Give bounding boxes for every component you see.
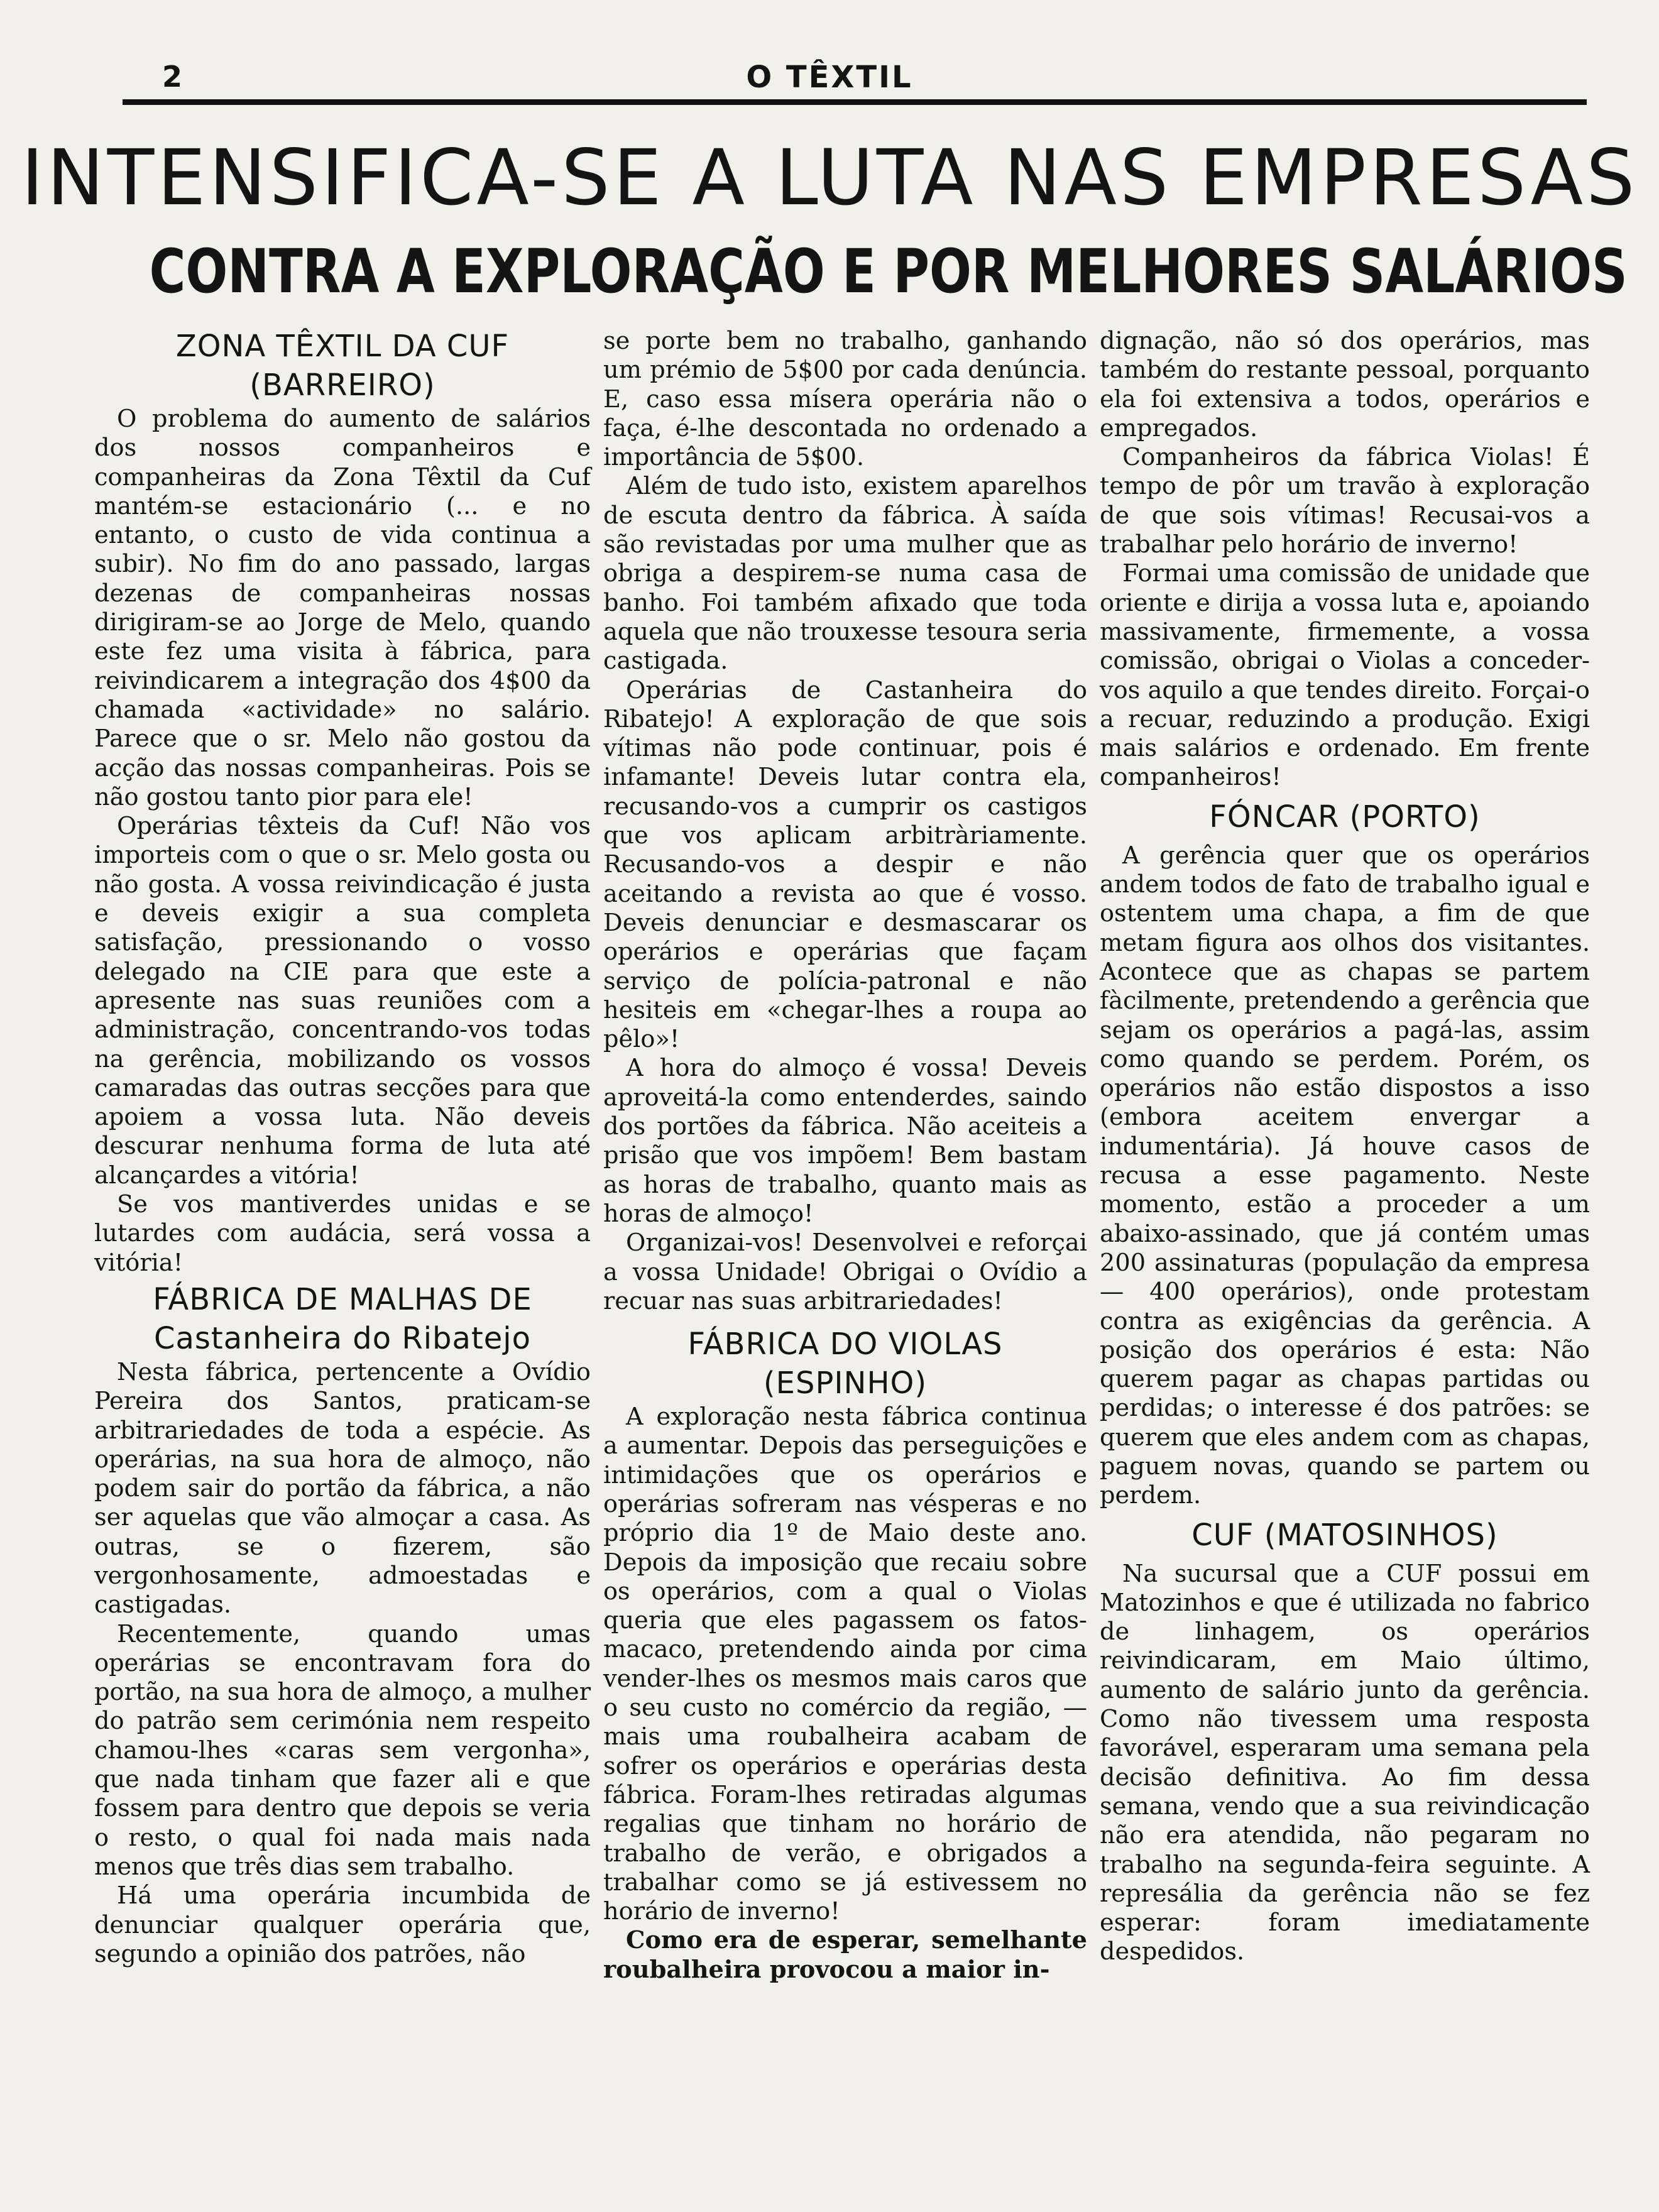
section-subtitle-castanheira: Castanheira do Ribatejo (153, 1320, 531, 1356)
paragraph: Organizai-vos! Desenvolvei e reforçai a vossa Unidade! Obrigai o Ovídio a recuar nas suas arbitrariedades! (603, 1229, 1087, 1315)
paragraph: Como era de esperar, semelhante roubalheira provocou a maior in- (603, 1926, 1087, 1984)
paragraph: Nesta fábrica, pertencente a Ovídio Pereira dos Santos, praticam-se arbitrariedades de toda a espécie. As operárias, na sua hora de almoço, não podem sair do portão da fábrica, a não ser aquelas que vão almoçar a casa. As outras, se o fizerem, são vergonhosamente, admoestadas e castigadas. (94, 1357, 591, 1619)
newspaper-name: O TÊXTIL (746, 60, 913, 95)
column-3 (1100, 327, 1590, 1967)
paragraph: Há uma operária incumbida de denunciar qualquer operária que, segundo a opinião dos patrões, não (94, 1881, 591, 1968)
section-title-fabrica-violas: FÁBRICA DO VIOLAS (687, 1327, 1003, 1362)
section-title-foncar: FÓNCAR (PORTO) (1209, 799, 1481, 835)
section-title-zona-textil: ZONA TÊXTIL DA CUF (175, 329, 510, 364)
paragraph: Companheiros da fábrica Violas! É tempo de pôr um travão à exploração de que sois vítimas! Recusai-vos a trabalhar pelo horário de inverno! (1100, 443, 1590, 559)
paragraph: Formai uma comissão de unidade que oriente e dirija a vossa luta e, apoiando massivamente, firmemente, a vossa comissão, obrigai o Violas a conceder-vos aquilo a que tendes direito. Forçai-o a recuar, reduzindo a produção. Exigi mais salários e ordenado. Em frente companheiros! (1100, 559, 1590, 792)
paragraph: Além de tudo isto, existem aparelhos de escuta dentro da fábrica. À saída são revistadas por uma mulher que as obriga a despirem-se numa casa de banho. Foi também afixado que toda aquela que não trouxesse tesoura seria castigada. (603, 472, 1087, 676)
main-headline: INTENSIFICA-SE A LUTA NAS EMPRESAS (21, 133, 1638, 222)
column-2 (603, 327, 1087, 1985)
paragraph: A hora do almoço é vossa! Deveis aproveitá-la como entenderdes, saindo dos portões da fábrica. Não aceiteis a prisão que vos impõem! Bem bastam as horas de trabalho, quanto mais as horas de almoço! (603, 1054, 1087, 1228)
paragraph: Na sucursal que a CUF possui em Matozinhos e que é utilizada no fabrico de linhagem, os operários reivindicaram, em Maio último, aumento de salário junto da gerência. Como não tivessem uma resposta favorável, esperaram uma semana pela decisão definitiva. Ao fim dessa semana, vendo que a sua reivindicação não era atendida, não pegaram no trabalho na segunda-feira seguinte. A represália da gerência não se fez esperar: foram imediatamente despedidos. (1100, 1559, 1590, 1966)
section-subtitle-barreiro: (BARREIRO) (249, 368, 435, 403)
paragraph: Operárias têxteis da Cuf! Não vos importeis com o que o sr. Melo gosta ou não gosta. A vossa reivindicação é justa e deveis exigir a sua completa satisfação, pressionando o vosso delegado na CIE para que este a apresente nas suas reuniões com a administração, concentrando-vos todas na gerência, mobilizando os vossos camaradas das outras secções para que apoiem a vossa luta. Não deveis descurar nenhuma forma de luta até alcançardes a vitória! (94, 812, 591, 1190)
paragraph: Se vos mantiverdes unidas e se lutardes com audácia, será vossa a vitória! (94, 1190, 591, 1277)
paragraph: dignação, não só dos operários, mas também do restante pessoal, porquanto ela foi extensiva a todos, operários e empregados. (1100, 327, 1590, 442)
column-1 (94, 327, 591, 1969)
paragraph: se porte bem no trabalho, ganhando um prémio de 5$00 por cada denúncia. E, caso essa mísera operária não o faça, é-lhe descontada no ordenado a importância de 5$00. (603, 327, 1087, 472)
section-subtitle-espinho: (ESPINHO) (763, 1366, 928, 1401)
sub-headline: CONTRA A EXPLORAÇÃO E POR MELHORES SALÁRIOS (149, 236, 1628, 307)
paragraph: A gerência quer que os operários andem todos de fato de trabalho igual e ostentem uma chapa, a fim de que metam figura aos olhos dos visitantes. Acontece que as chapas se partem fàcilmente, pretendendo a gerência que sejam os operários a pagá-las, assim como quando se perdem. Porém, os operários não estão dispostos a isso (embora aceitem envergar a indumentária). Já houve casos de recusa a esse pagamento. Neste momento, estão a proceder a um abaixo-assinado, que já contém umas 200 assinaturas (população da empresa — 400 operários), onde protestam contra as exigências da gerência. A posição dos operários é esta: Não querem pagar as chapas partidas ou perdidas; o interesse é dos patrões: se querem que eles andem com as chapas, paguem novas, quando se partem ou perdem. (1100, 841, 1590, 1510)
header-rule (123, 99, 1587, 105)
paragraph: A exploração nesta fábrica continua a aumentar. Depois das perseguições e intimidações que os operários e operárias sofreram nas vésperas e no próprio dia 1º de Maio deste ano. Depois da imposição que recaiu sobre os operários, com a qual o Violas queria que eles pagassem os fatos-macaco, pretendendo ainda por cima vender-lhes os mesmos mais caros que o seu custo no comércio da região, — mais uma roubalheira acabam de sofrer os operários e operárias desta fábrica. Foram-lhes retiradas algumas regalias que tinham no horário de trabalho de verão, e obrigados a trabalhar como se já estivessem no horário de inverno! (603, 1403, 1087, 1926)
paragraph: Operárias de Castanheira do Ribatejo! A exploração de que sois vítimas não pode continuar, pois é infamante! Deveis lutar contra ela, recusando-vos a cumprir os castigos que vos aplicam arbitràriamente. Recusando-vos a despir e não aceitando a revista ao que é vosso. Deveis denunciar e desmascarar os operários e operárias que façam serviço de polícia-patronal e não hesiteis em «chegar-lhes a roupa ao pêlo»! (603, 676, 1087, 1054)
masthead (0, 0, 1659, 101)
paragraph: Recentemente, quando umas operárias se encontravam fora do portão, na sua hora de almoço, a mulher do patrão sem cerimónia nem respeito chamou-lhes «caras sem vergonha», que nada tinham que fazer ali e que fossem para dentro que depois se veria o resto, o qual foi nada mais nada menos que três dias sem trabalho. (94, 1619, 591, 1881)
section-title-cuf-matosinhos: CUF (MATOSINHOS) (1191, 1517, 1498, 1553)
section-title-fabrica-malhas: FÁBRICA DE MALHAS DE (153, 1281, 532, 1317)
page-number: 2 (162, 60, 183, 94)
paragraph: O problema do aumento de salários dos nossos companheiros e companheiras da Zona Têxtil da Cuf mantém-se estacionário (... e no entanto, o custo de vida continua a subir). No fim do ano passado, largas dezenas de companheiras nossas dirigiram-se ao Jorge de Melo, quando este fez uma visita à fábrica, para reivindicarem a integração dos 4$00 da chamada «actividade» no salário. Parece que o sr. Melo não gostou da acção das nossas companheiras. Pois se não gostou tanto pior para ele! (94, 405, 591, 811)
